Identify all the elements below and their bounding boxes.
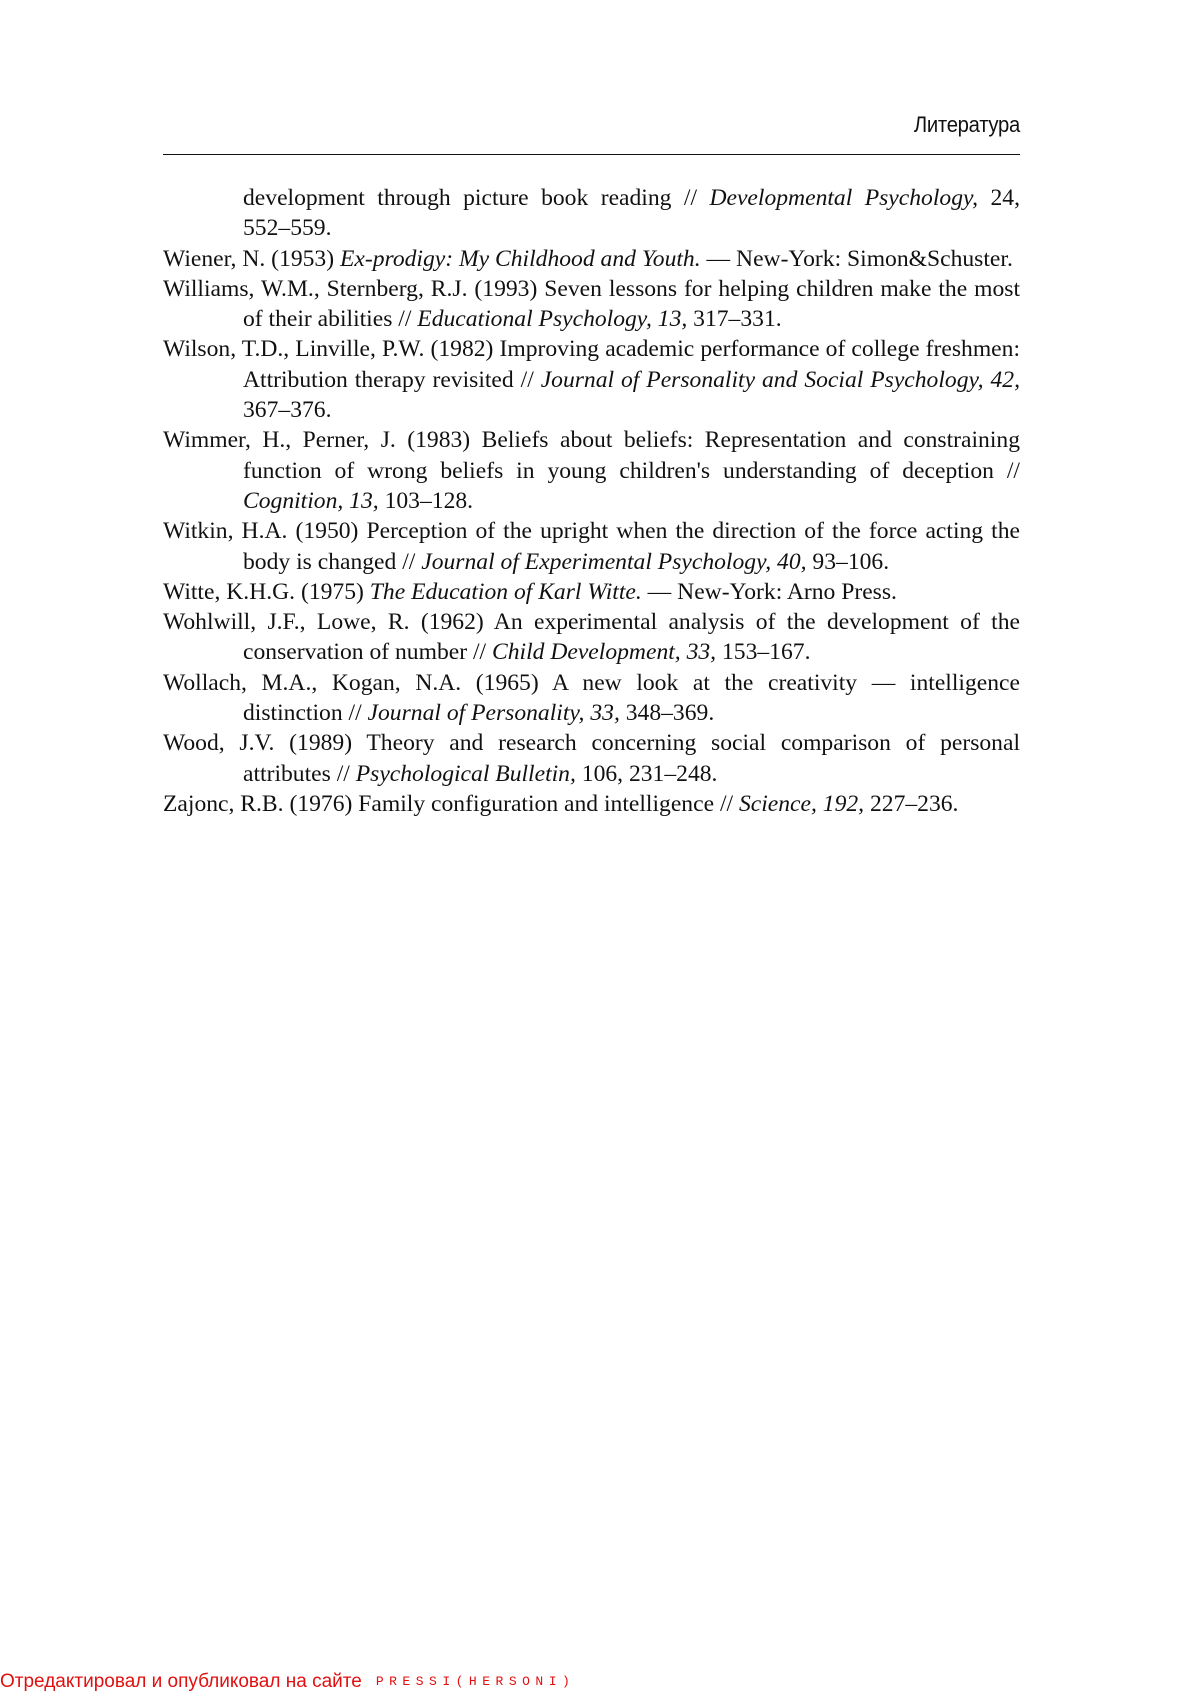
reference-entry [163,425,1020,516]
running-title: Литература [232,112,1020,138]
reference-pages: 106, 231–248. [576,761,718,787]
reference-pages: 317–331. [687,306,781,332]
reference-publisher: — New-York: Simon&Schuster. [701,246,1013,272]
reference-pages: 153–167. [716,639,810,665]
reference-source: Cognition, 13, [243,488,379,514]
reference-source: Journal of Personality, 33, [368,700,620,726]
reference-list [163,183,1020,819]
reference-text: Wilson, T.D., Linville, P.W. (1982) Improving academic performance of college freshmen: Attribution therapy revisited // [163,336,1020,392]
reference-text: Witte, K.H.G. (1975) [163,579,370,605]
reference-entry [163,274,1020,335]
reference-source: Developmental Psychology, [709,185,978,211]
reference-pages: 103–128. [379,488,473,514]
reference-pages: 348–369. [620,700,714,726]
reference-entry [163,728,1020,789]
reference-entry [163,516,1020,577]
reference-pages: 367–376. [243,397,331,423]
reference-source: The Education of Karl Witte. [370,579,642,605]
reference-text: Wood, J.V. (1989) Theory and research concerning social comparison of personal attributes // [163,730,1020,786]
header-rule [163,154,1020,155]
reference-entry [163,334,1020,425]
reference-pages: 24, 552–559. [243,185,1020,241]
reference-entry [163,789,1020,819]
reference-entry [163,183,1020,244]
reference-source: Ex-prodigy: My Childhood and Youth. [340,246,701,272]
reference-entry [163,607,1020,668]
reference-source: Journal of Experimental Psychology, 40, [421,549,806,575]
reference-text: development through picture book reading // [243,185,709,211]
reference-entry [163,244,1020,274]
reference-text: Williams, W.M., Sternberg, R.J. (1993) Seven lessons for helping children make the most of their abilities // [163,276,1020,332]
reference-pages: 93–106. [807,549,890,575]
reference-entry [163,668,1020,729]
reference-source: Child Development, 33, [492,639,716,665]
publisher-footer [0,1671,575,1693]
reference-text: Wimmer, H., Perner, J. (1983) Beliefs about beliefs: Representation and constraining function of wrong beliefs in young children's understanding of deception // [163,427,1020,483]
reference-entry [163,577,1020,607]
reference-text: Wiener, N. (1953) [163,246,340,272]
reference-source: Journal of Personality and Social Psychology, 42, [541,367,1020,393]
footer-site-name: PRESSI(HERSONI) [376,1674,576,1689]
reference-text: Witkin, H.A. (1950) Perception of the upright when the direction of the force acting the body is changed // [163,518,1020,574]
reference-text: Wohlwill, J.F., Lowe, R. (1962) An experimental analysis of the development of the conservation of number // [163,609,1020,665]
reference-source: Psychological Bulletin, [356,761,576,787]
reference-source: Science, 192, [739,791,864,817]
reference-text: Wollach, M.A., Kogan, N.A. (1965) A new look at the creativity — intelligence distinction // [163,670,1020,726]
reference-source: Educational Psychology, 13, [417,306,687,332]
reference-text: Zajonc, R.B. (1976) Family configuration and intelligence // [163,791,739,817]
reference-pages: 227–236. [864,791,958,817]
reference-publisher: — New-York: Arno Press. [642,579,897,605]
footer-note: Отредактировал и опубликовал на сайте [0,1671,362,1692]
